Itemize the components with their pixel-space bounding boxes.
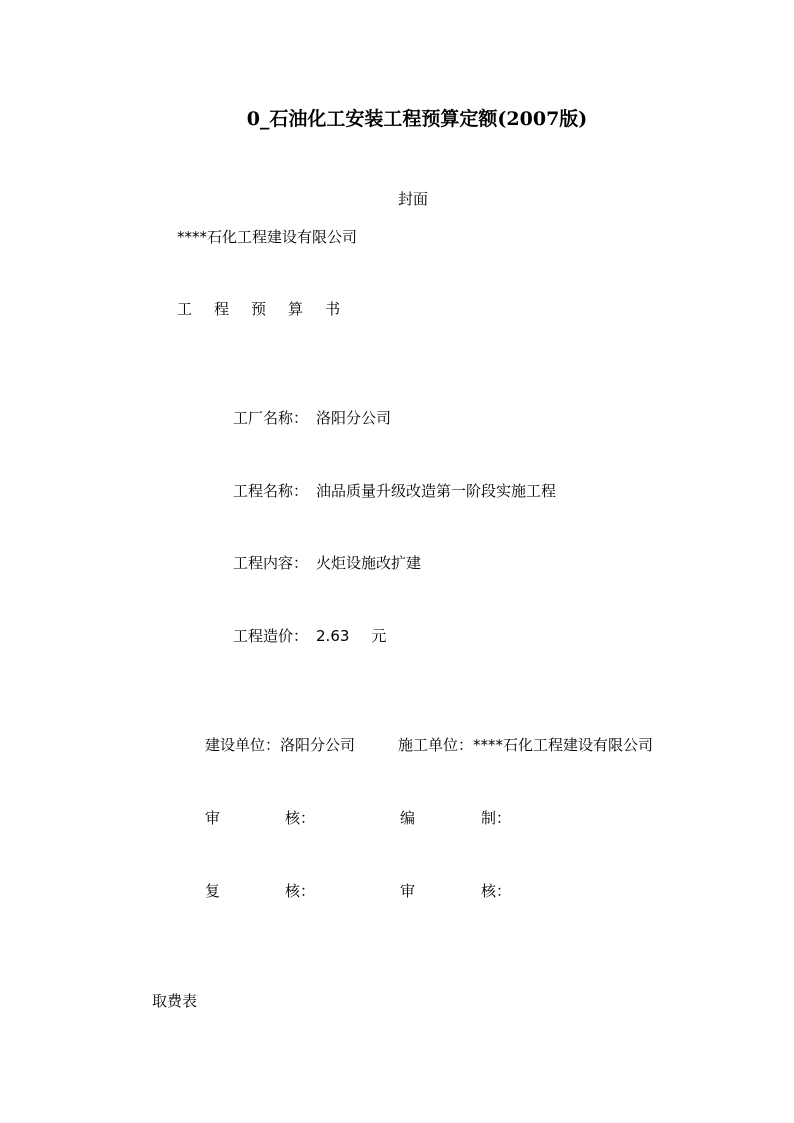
book-title-char: 工 xyxy=(177,300,193,318)
compile-label-a: 编 xyxy=(400,809,416,827)
price-value: 2.63 xyxy=(316,627,350,645)
project-name-field xyxy=(233,480,556,501)
recheck-label-a: 复 xyxy=(205,882,221,900)
compile-label-b: 制： xyxy=(481,809,512,827)
field-value: 火炬设施改扩建 xyxy=(316,554,422,572)
field-value: 油品质量升级改造第一阶段实施工程 xyxy=(316,482,557,500)
project-price-field xyxy=(233,625,386,646)
book-title-char: 算 xyxy=(288,300,304,318)
company-name: ****石化工程建设有限公司 xyxy=(177,228,358,246)
sign-value: ****石化工程建设有限公司 xyxy=(473,736,654,754)
review-label-b: 核： xyxy=(285,809,316,827)
review2-label-a: 审 xyxy=(400,882,416,900)
recheck-label-b: 核： xyxy=(285,882,316,900)
sign-label: 施工单位： xyxy=(398,736,474,754)
book-title-char: 程 xyxy=(214,300,230,318)
field-label: 工程内容： xyxy=(233,554,309,572)
field-label: 工厂名称： xyxy=(233,409,309,427)
sign-label: 建设单位： xyxy=(205,736,281,754)
field-label: 工程名称： xyxy=(233,482,309,500)
price-unit: 元 xyxy=(371,627,387,645)
fee-table-heading: 取费表 xyxy=(152,992,198,1010)
contractor-unit xyxy=(398,734,653,755)
factory-name-field xyxy=(233,407,391,428)
review2-label-b: 核： xyxy=(481,882,512,900)
sign-value: 洛阳分公司 xyxy=(280,736,356,754)
field-value: 洛阳分公司 xyxy=(316,409,392,427)
budget-book-title xyxy=(177,298,362,319)
field-label: 工程造价： xyxy=(233,627,309,645)
review-label-a: 审 xyxy=(205,809,221,827)
document-title: 0_石油化工安装工程预算定额(2007版) xyxy=(246,108,588,130)
cover-label: 封面 xyxy=(397,190,428,208)
book-title-char: 预 xyxy=(251,300,267,318)
project-content-field xyxy=(233,552,421,573)
book-title-char: 书 xyxy=(325,300,341,318)
client-unit xyxy=(205,734,355,755)
